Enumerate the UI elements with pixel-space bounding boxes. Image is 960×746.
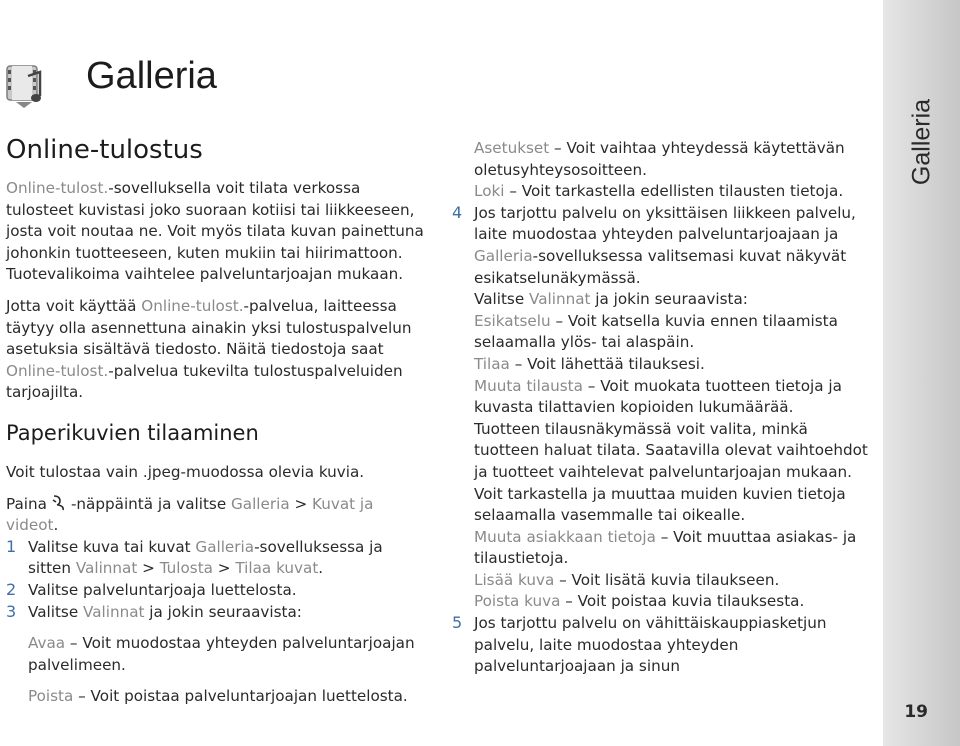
option-poista-kuva: Poista kuva – Voit poistaa kuvia tilauksesta.: [474, 592, 805, 611]
step-number: 3: [6, 601, 17, 621]
page-number: 19: [904, 702, 928, 722]
requirements-paragraph: Jotta voit käyttää Online-tulost.-palvelua, laitteessa täytyy olla asennettuna ainakin yksi tulostuspalvelun asetuksia sisältävä tiedosto. Näitä tiedostoja saat Online-tulost.-palvelua tukevilta tulostuspalveluiden tarjoajilta.: [6, 296, 412, 402]
app-name-online-print: Online-tulost.: [6, 361, 109, 380]
option-avaa: Avaa – Voit muodostaa yhteyden palveluntarjoajan palvelimeen.: [28, 634, 415, 674]
step-3: 3 Valitse Valinnat ja jokin seuraavista: Avaa – Voit muodostaa yhteyden palveluntarjoajan palvelimeen. Poista – Voit poistaa palveluntarjoajan luettelosta.: [6, 602, 426, 708]
option-tilaa: Tilaa – Voit lähettää tilauksesi.: [474, 354, 705, 373]
left-column: [6, 132, 426, 708]
option-asetukset: Asetukset – Voit vaihtaa yhteydessä käytettävän oletusyhteysosoitteen.: [474, 139, 845, 179]
step-number: 1: [6, 536, 17, 556]
step-4: 4 Jos tarjottu palvelu on yksittäisen liikkeen palvelu, laite muodostaa yhteyden palveluntarjoajaan ja Galleria-sovelluksessa valitsemasi kuvat näkyvät esikatselunäkymässä. Valitse Valinnat ja jokin seuraavista: Esikatselu – Voit katsella kuvia ennen tilaamista selaamalla ylös- tai alaspäin. Tilaa – Voit lähettää tilauksesi. Muuta tilausta – Voit muokata tuotteen tietoja ja kuvasta tilattavien kopioiden lukumäärää. Tuotteen tilausnäkymässä voit valita, minkä tuotteen haluat tilata. Saatavilla olevat vaihtoehdot ja tuotteet vaihtelevat palveluntarjoajan mukaan. Voit tarkastella ja muuttaa muiden kuvien tietoja selaamalla vasemmalle tai oikealle. Muuta asiakkaan tietoja – Voit muuttaa asiakas- ja tilaustietoja. Lisää kuva – Voit lisätä kuvia tilaukseen. Poista kuva – Voit poistaa kuvia tilauksesta.: [452, 203, 872, 613]
menu-path-paragraph: Paina -näppäintä ja valitse Galleria > Kuvat ja videot.: [6, 494, 374, 535]
section-heading-ordering: Paperikuvien tilaaminen: [6, 420, 259, 445]
right-column: [452, 138, 872, 678]
menu-key-icon: [51, 494, 67, 512]
step-5: 5 Jos tarjottu palvelu on vähittäiskauppiasketjun palvelu, laite muodostaa yhteyden palveluntarjoajaan ja sinun: [452, 613, 827, 676]
step-2: 2 Valitse palveluntarjoaja luettelosta.: [6, 579, 297, 599]
chapter-title: Galleria: [86, 55, 217, 97]
jpeg-note: Voit tulostaa vain .jpeg-muodossa olevia kuvia.: [6, 462, 365, 481]
gallery-film-music-icon: [4, 62, 46, 108]
section-heading-online-print: Online-tulostus: [6, 135, 203, 165]
step-number: 5: [452, 613, 463, 633]
option-muuta-asiakkaan-tietoja: Muuta asiakkaan tietoja – Voit muuttaa asiakas- ja tilaustietoja.: [474, 527, 857, 568]
option-esikatselu: Esikatselu – Voit katsella kuvia ennen tilaamista selaamalla ylös- tai alaspäin.: [474, 311, 838, 352]
app-name-online-print: Online-tulost.: [141, 296, 244, 315]
step-number: 4: [452, 202, 463, 222]
step-number: 2: [6, 579, 17, 599]
option-muuta-tilausta: Muuta tilausta – Voit muokata tuotteen tietoja ja kuvasta tilattavien kopioiden lukumäärää.: [474, 376, 842, 417]
intro-paragraph: Online-tulost.-sovelluksella voit tilata verkossa tulosteet kuvistasi joko suoraan kotiisi tai liikkeeseen, josta voit noutaa ne. Voit myös tilata kuvan painettuna johonkin tuotteeseen, kuten mukiin tai hiirimattoon. Tuotevalikoima vaihtelee palveluntarjoajan mukaan.: [6, 179, 424, 284]
step-1: 1 Valitse kuva tai kuvat Galleria-sovelluksessa ja sitten Valinnat > Tulosta > Tilaa kuvat.: [6, 536, 383, 578]
view-other-images-paragraph: Voit tarkastella ja muuttaa muiden kuvien tietoja selaamalla vasemmalle tai oikealle.: [474, 484, 846, 525]
app-name-online-print: Online-tulost.: [6, 179, 109, 197]
option-lisaa-kuva: Lisää kuva – Voit lisätä kuvia tilaukseen.: [474, 570, 780, 589]
product-view-paragraph: Tuotteen tilausnäkymässä voit valita, minkä tuotteen haluat tilata. Saatavilla olevat vaihtoehdot ja tuotteet vaihtelevat palveluntarjoajan mukaan.: [474, 419, 868, 481]
option-poista: Poista – Voit poistaa palveluntarjoajan luettelosta.: [28, 687, 408, 706]
chapter-side-tab: [883, 0, 960, 746]
side-tab-label: Galleria: [907, 98, 935, 186]
option-loki: Loki – Voit tarkastella edellisten tilausten tietoja.: [474, 182, 844, 201]
